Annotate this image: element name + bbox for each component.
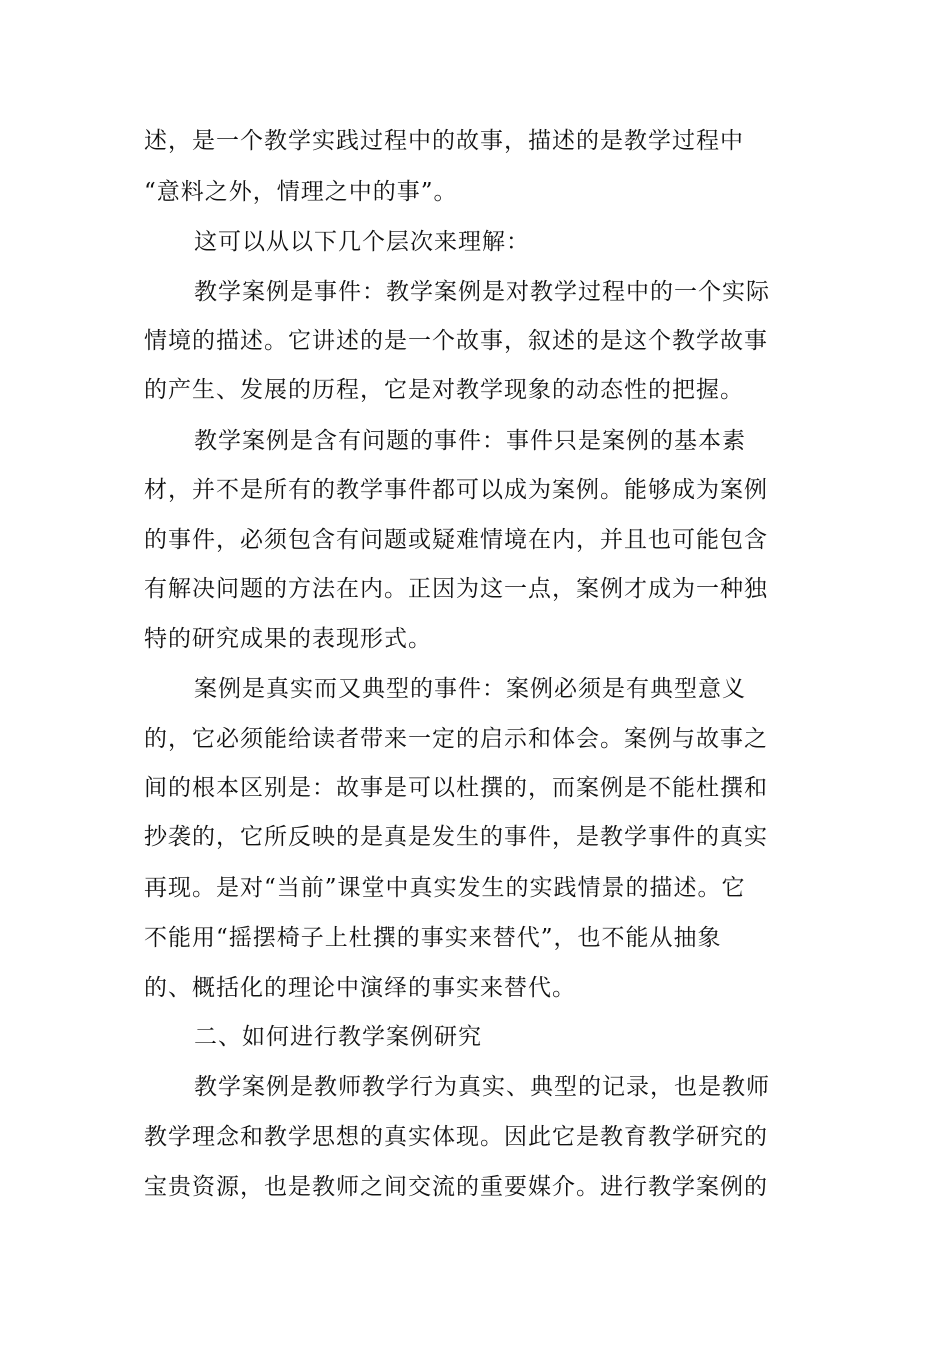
text-line: 材，并不是所有的教学事件都可以成为案例。能够成为案例 bbox=[144, 477, 768, 503]
text-line: 教学案例是事件：教学案例是对教学过程中的一个实际 bbox=[194, 279, 770, 305]
text-line: 抄袭的，它所反映的是真是发生的事件，是教学事件的真实 bbox=[144, 824, 768, 850]
text-line: 教学理念和教学思想的真实体现。因此它是教育教学研究的 bbox=[144, 1124, 768, 1150]
text-line: “意料之外，情理之中的事”。 bbox=[144, 179, 458, 205]
text-line: 不能用“摇摆椅子上杜撰的事实来替代”，也不能从抽象 bbox=[144, 925, 722, 951]
text-line: 的产生、发展的历程，它是对教学现象的动态性的把握。 bbox=[144, 377, 744, 403]
text-line: 这可以从以下几个层次来理解： bbox=[194, 229, 530, 255]
text-line: 再现。是对“当前”课堂中真实发生的实践情景的描述。它 bbox=[144, 875, 746, 901]
text-line: 的事件，必须包含有问题或疑难情境在内，并且也可能包含 bbox=[144, 527, 768, 553]
text-line: 情境的描述。它讲述的是一个故事，叙述的是这个教学故事 bbox=[144, 328, 768, 354]
section-heading: 二、如何进行教学案例研究 bbox=[194, 1024, 482, 1050]
text-line: 的，它必须能给读者带来一定的启示和体会。案例与故事之 bbox=[144, 726, 768, 752]
text-line: 案例是真实而又典型的事件：案例必须是有典型意义 bbox=[194, 676, 746, 702]
text-line: 教学案例是教师教学行为真实、典型的记录，也是教师 bbox=[194, 1074, 770, 1100]
text-line: 间的根本区别是：故事是可以杜撰的，而案例是不能杜撰和 bbox=[144, 775, 768, 801]
text-line: 宝贵资源，也是教师之间交流的重要媒介。进行教学案例的 bbox=[144, 1174, 768, 1200]
text-line: 特的研究成果的表现形式。 bbox=[144, 626, 432, 652]
text-line: 教学案例是含有问题的事件：事件只是案例的基本素 bbox=[194, 428, 746, 454]
text-line: 述，是一个教学实践过程中的故事，描述的是教学过程中 bbox=[144, 128, 744, 154]
text-line: 的、概括化的理论中演绎的事实来替代。 bbox=[144, 975, 576, 1001]
text-line: 有解决问题的方法在内。正因为这一点，案例才成为一种独 bbox=[144, 576, 768, 602]
